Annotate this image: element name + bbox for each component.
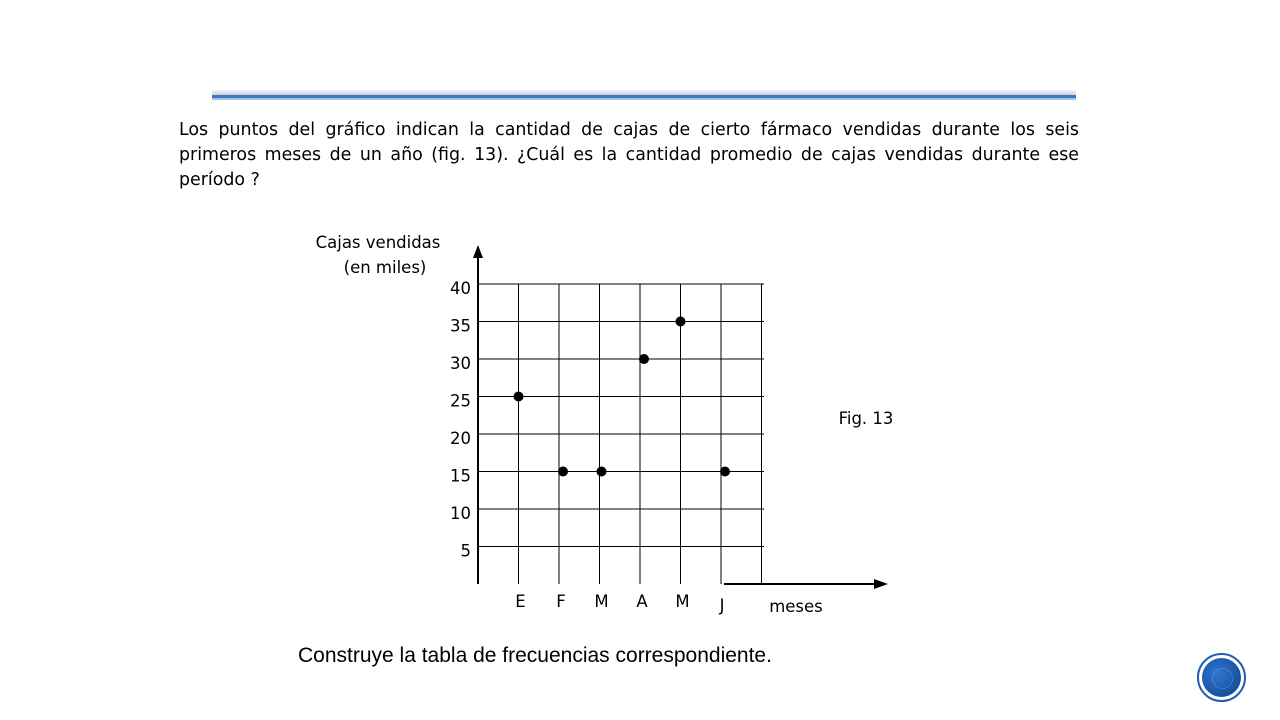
x-category-label: J [719,596,725,615]
y-axis-title-line2: (en miles) [343,258,427,277]
instruction-text: Construye la tabla de frecuencias correspondiente. [298,644,772,667]
chart-category-labels [515,592,724,615]
x-category-label: E [515,592,526,611]
y-tick-label: 15 [450,466,471,486]
x-category-label: A [636,592,648,611]
data-point [720,467,730,477]
y-axis-arrow-icon [473,245,483,258]
y-tick-label: 25 [450,391,471,411]
y-tick-label: 20 [450,429,471,448]
y-tick-label: 40 [450,279,471,298]
x-category-label: F [556,592,566,611]
x-category-label: M [675,592,690,611]
globe-logo-icon[interactable] [1197,653,1246,702]
y-axis-title-line1: Cajas vendidas [315,233,441,252]
x-axis-title: meses [769,597,823,616]
chart-tick-labels [450,279,471,561]
problem-statement: Los puntos del gráfico indican la cantidad de cajas de cierto fármaco vendidas durante los seis primeros meses de un año (fig. 13). ¿Cuál es la cantidad promedio de cajas vendidas durante ese período ? [179,120,1079,190]
data-point [597,467,607,477]
y-tick-label: 30 [450,354,471,373]
data-point [639,354,649,364]
x-axis-arrow-icon [874,579,888,589]
data-point [558,467,568,477]
chart-grid [478,284,764,584]
x-category-label: M [594,592,609,611]
y-tick-label: 5 [460,541,471,561]
data-point [676,317,686,327]
y-tick-label: 10 [450,504,471,523]
y-tick-label: 35 [450,316,471,336]
data-point [514,392,524,402]
figure-label: Fig. 13 [838,409,894,428]
